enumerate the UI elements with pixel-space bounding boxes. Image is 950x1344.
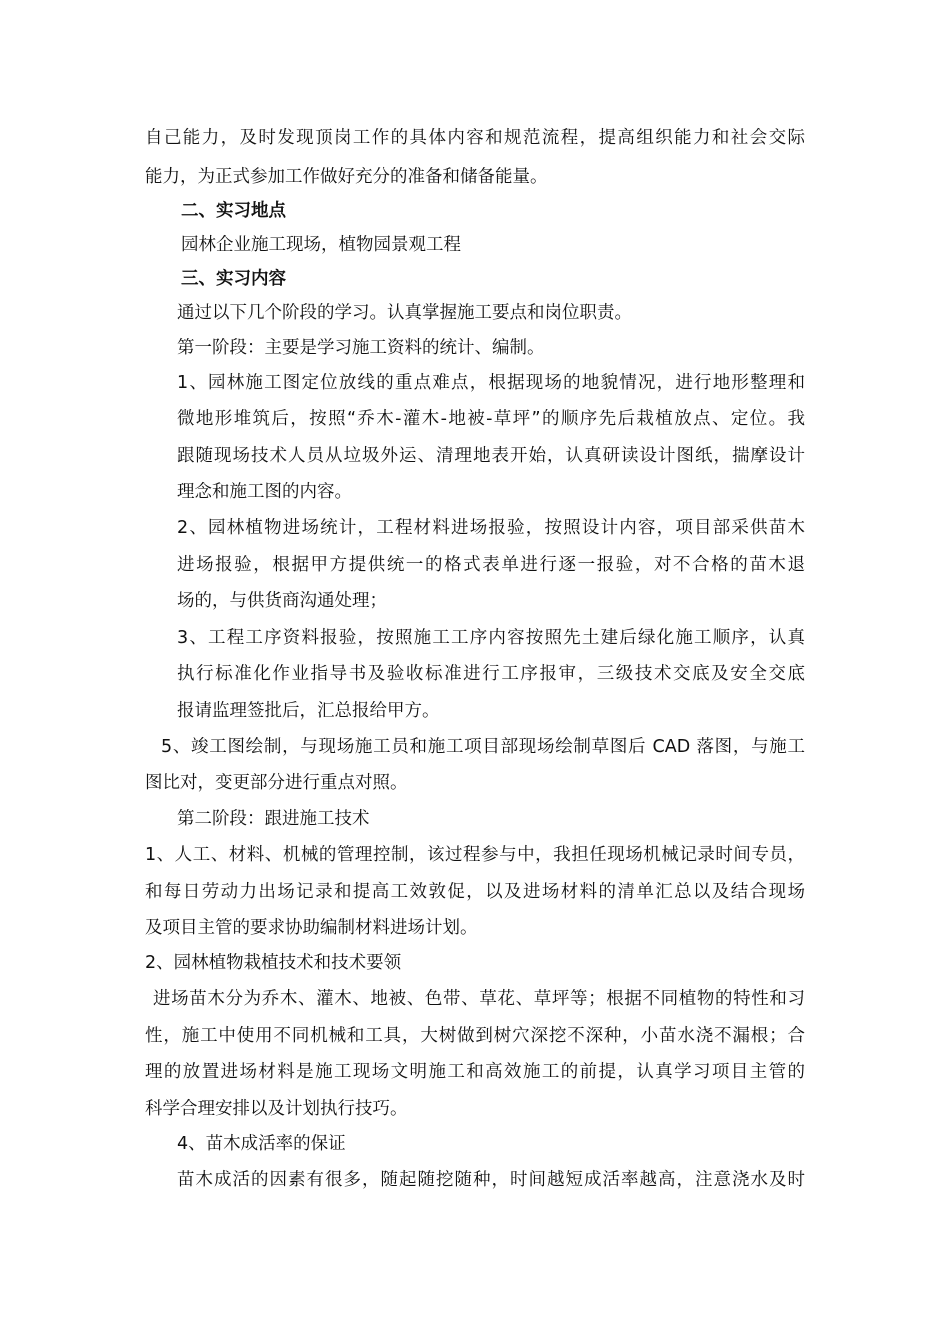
paragraph-line: 性，施工中使用不同机械和工具，大树做到树穴深挖不深种，小苗水浇不漏根；合 — [145, 1026, 805, 1046]
paragraph-line: 科学合理安排以及计划执行技巧。 — [145, 1099, 408, 1119]
paragraph-line: 场的，与供货商沟通处理； — [177, 591, 387, 611]
paragraph-line: 园林企业施工现场，植物园景观工程 — [181, 235, 461, 255]
paragraph-line: 苗木成活的因素有很多，随起随挖随种，时间越短成活率越高，注意浇水及时 — [177, 1170, 805, 1190]
paragraph-line: 进场苗木分为乔木、灌木、地被、色带、草花、草坪等；根据不同植物的特性和习 — [153, 989, 805, 1009]
paragraph-line: 通过以下几个阶段的学习。认真掌握施工要点和岗位职责。 — [177, 303, 632, 323]
paragraph-line: 和每日劳动力出场记录和提高工效敦促，以及进场材料的清单汇总以及结合现场 — [145, 882, 805, 902]
section-heading: 三、实习内容 — [181, 269, 286, 289]
paragraph-line: 3、工程工序资料报验，按照施工工序内容按照先土建后绿化施工顺序，认真 — [177, 628, 805, 648]
paragraph-line: 1、人工、材料、机械的管理控制，该过程参与中，我担任现场机械记录时间专员， — [145, 845, 805, 865]
paragraph-line: 执行标准化作业指导书及验收标准进行工序报审，三级技术交底及安全交底 — [177, 664, 805, 684]
paragraph-line: 1、园林施工图定位放线的重点难点，根据现场的地貌情况，进行地形整理和 — [177, 373, 805, 393]
paragraph-line: 4、苗木成活率的保证 — [177, 1134, 346, 1154]
paragraph-line: 微地形堆筑后，按照“乔木-灌木-地被-草坪”的顺序先后栽植放点、定位。我 — [177, 409, 805, 429]
paragraph-line: 第二阶段：跟进施工技术 — [177, 809, 370, 829]
paragraph-line: 进场报验，根据甲方提供统一的格式表单进行逐一报验，对不合格的苗木退 — [177, 555, 805, 575]
paragraph-line: 理的放置进场材料是施工现场文明施工和高效施工的前提，认真学习项目主管的 — [145, 1062, 805, 1082]
paragraph-line: 图比对，变更部分进行重点对照。 — [145, 773, 408, 793]
paragraph-line: 能力，为正式参加工作做好充分的准备和储备能量。 — [145, 167, 548, 187]
paragraph-line: 理念和施工图的内容。 — [177, 482, 352, 502]
paragraph-line: 2、园林植物进场统计，工程材料进场报验，按照设计内容，项目部采供苗木 — [177, 518, 805, 538]
paragraph-line: 自己能力，及时发现顶岗工作的具体内容和规范流程，提高组织能力和社会交际 — [145, 128, 805, 148]
paragraph-line: 及项目主管的要求协助编制材料进场计划。 — [145, 918, 478, 938]
paragraph-line: 报请监理签批后，汇总报给甲方。 — [177, 701, 440, 721]
paragraph-line: 第一阶段：主要是学习施工资料的统计、编制。 — [177, 338, 545, 358]
section-heading: 二、实习地点 — [181, 201, 286, 221]
paragraph-line: 跟随现场技术人员从垃圾外运、清理地表开始，认真研读设计图纸，揣摩设计 — [177, 446, 805, 466]
paragraph-line: 5、竣工图绘制，与现场施工员和施工项目部现场绘制草图后 CAD 落图，与施工 — [161, 737, 805, 757]
paragraph-line: 2、园林植物栽植技术和技术要领 — [145, 953, 402, 973]
